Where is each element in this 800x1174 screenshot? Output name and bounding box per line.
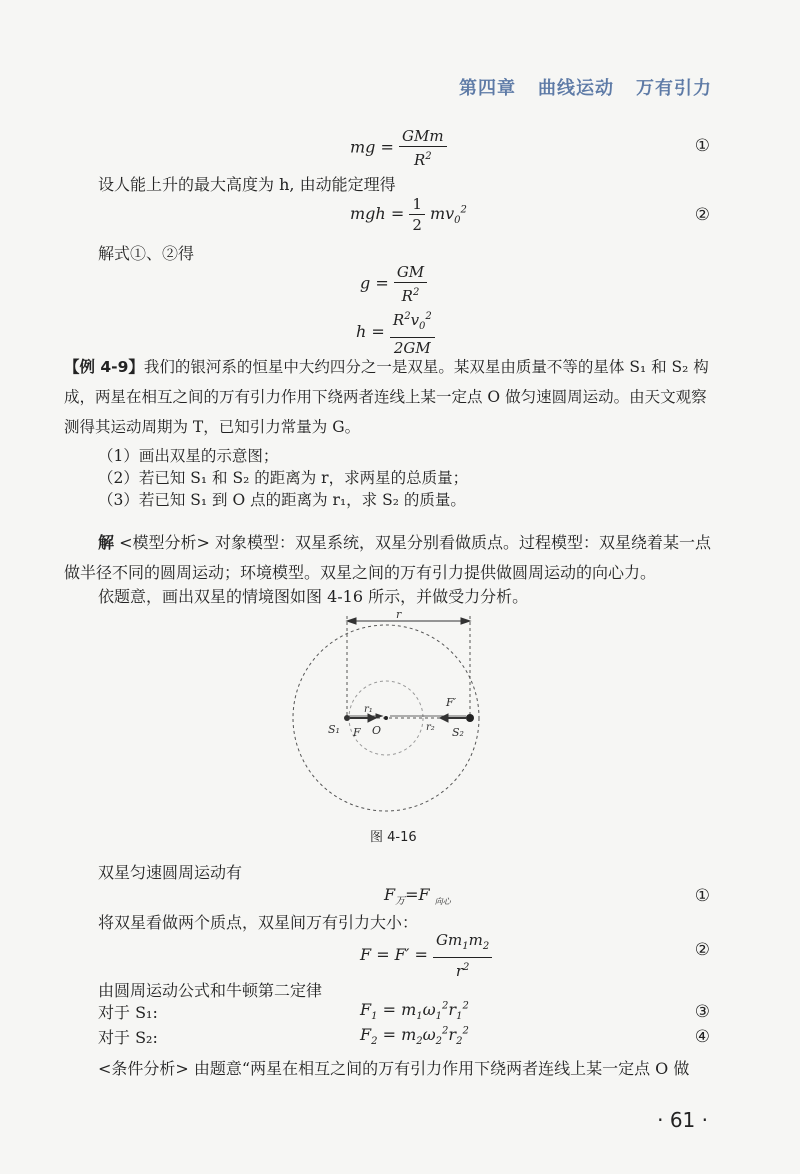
- eq-marker-4: ④: [694, 1027, 710, 1047]
- equation-3: g = $\frac{GM}{R^2}$: [360, 262, 427, 306]
- figure-caption: 图 4-16: [370, 830, 417, 845]
- star-s2: [466, 714, 474, 722]
- chapter-number: 第四章: [459, 78, 516, 99]
- text-line: <条件分析> 由题意“两星在相互之间的万有引力作用下绕两者连线上某一定点 O 做: [98, 1059, 690, 1078]
- point-o: [384, 716, 388, 720]
- binary-star-diagram: [290, 606, 540, 826]
- equation-5: $F_万=F$ $_{向心}$: [384, 885, 451, 908]
- example-tag: 【例 4-9】: [64, 358, 144, 376]
- label-Fp: F′: [446, 696, 457, 709]
- label-r1: r₁: [364, 704, 373, 715]
- example-4-9: [64, 352, 714, 442]
- equation-1: mg = $\frac{\text{GMm}}{R^2}$: [350, 126, 447, 170]
- text-line: 设人能上升的最大高度为 h, 由动能定理得: [98, 175, 396, 194]
- label-S1: S₁: [328, 723, 340, 736]
- text-line: 将双星看做两个质点，双星间万有引力大小：: [98, 913, 419, 932]
- chapter-header: [459, 74, 712, 100]
- text-line: 解式①、②得: [98, 244, 195, 263]
- solution-paragraph: [64, 528, 714, 588]
- question-2: （2）若已知 S₁ 和 S₂ 的距离为 r，求两星的总质量；: [98, 469, 469, 487]
- star-s1: [344, 715, 350, 721]
- text-line: 对于 S₁:: [98, 1003, 158, 1022]
- label-O: O: [372, 724, 382, 737]
- eq-marker-3: ③: [694, 1002, 710, 1022]
- eq-marker-1: ①: [694, 136, 710, 156]
- text-line: 由圆周运动公式和牛顿第二定律: [98, 981, 323, 1000]
- eq-marker-1b: ①: [694, 886, 710, 906]
- page-number: · 61 ·: [657, 1108, 708, 1132]
- equation-2: mgh = $\frac{1}{2}$ $mv_0^2$: [350, 195, 467, 234]
- label-r2: r₂: [426, 722, 435, 733]
- text-line: 对于 S₂:: [98, 1028, 158, 1047]
- chapter-title-2: 万有引力: [636, 78, 712, 99]
- eq-marker-2b: ②: [694, 940, 710, 960]
- solution-tag: 解: [98, 533, 115, 552]
- eq-marker-2: ②: [694, 205, 710, 225]
- equation-6: F = F′ = $\frac{Gm_1m_2}{r^2}$: [360, 930, 492, 981]
- text-line: 双星匀速圆周运动有: [98, 863, 243, 882]
- solution-body: <模型分析> 对象模型：双星系统，双星分别看做质点。过程模型：双星绕着某一点做半径不同的圆周运动；环境模型。双星之间的万有引力提供做圆周运动的向心力。: [64, 533, 712, 582]
- equation-8: $F_2 = m_2\omega_2^2r_2^2$: [360, 1025, 469, 1048]
- label-S2: S₂: [452, 726, 464, 739]
- chapter-title-1: 曲线运动: [538, 78, 614, 99]
- equation-7: $F_1 = m_1\omega_1^2r_1^2$: [360, 1000, 469, 1023]
- question-3: （3）若已知 S₁ 到 O 点的距离为 r₁，求 S₂ 的质量。: [98, 491, 466, 509]
- example-body: 我们的银河系的恒星中大约四分之一是双星。某双星由质量不等的星体 S₁ 和 S₂ 构成，两星在相互之间的万有引力作用下绕两者连线上某一定点 O 做匀速圆周运动。由天文观察测得其运动周期为 T，已知引力常量为 G。: [64, 358, 709, 436]
- equation-4: h = $\frac{R^2v_0^2}{2GM}$: [356, 307, 435, 358]
- question-1: （1）画出双星的示意图；: [98, 447, 279, 465]
- label-F: F: [353, 726, 361, 739]
- label-r: r: [396, 608, 402, 621]
- text-line: 依题意，画出双星的情境图如图 4-16 所示，并做受力分析。: [98, 587, 529, 606]
